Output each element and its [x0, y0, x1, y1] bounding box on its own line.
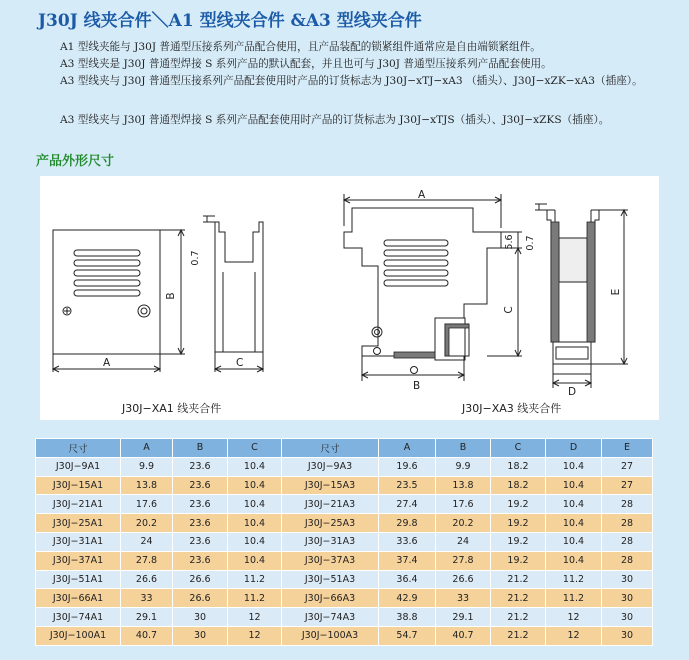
table-row: [36, 589, 653, 608]
table-cell: 33: [436, 589, 491, 608]
table-cell: J30J−66A3: [282, 589, 379, 608]
table-cell: J30J−21A1: [36, 495, 121, 514]
table-cell: 10.4: [546, 532, 602, 551]
a1-dim-a: A: [103, 357, 111, 369]
a3-dim-d: D: [568, 386, 577, 398]
table-cell: 19.2: [491, 551, 546, 570]
table-cell: 20.2: [121, 514, 173, 533]
table-row: [36, 532, 653, 551]
table-cell: J30J−37A1: [36, 551, 121, 570]
a1-front-body: [53, 230, 160, 354]
table-cell: J30J−9A3: [282, 457, 379, 476]
table-cell: 9.9: [436, 457, 491, 476]
table-cell: 30: [173, 626, 228, 645]
table-cell: 10.4: [546, 551, 602, 570]
page-title: J30J 线夹合件＼A1 型线夹合件 &A3 型线夹合件: [38, 11, 422, 31]
table-cell: 13.8: [121, 476, 173, 495]
table-cell: J30J−15A3: [282, 476, 379, 495]
table-cell: 27: [602, 476, 653, 495]
table-cell: 10.4: [228, 514, 282, 533]
table-cell: 27: [602, 457, 653, 476]
table-cell: J30J−25A3: [282, 514, 379, 533]
table-cell: 27.4: [379, 495, 436, 514]
table-cell: 26.6: [436, 570, 491, 589]
table-cell: J30J−21A3: [282, 495, 379, 514]
table-row: [36, 457, 653, 476]
table-cell: 27.8: [121, 551, 173, 570]
table-row: [36, 608, 653, 627]
table-cell: 38.8: [379, 608, 436, 627]
table-cell: 37.4: [379, 551, 436, 570]
table-cell: J30J−31A1: [36, 532, 121, 551]
table-cell: J30J−9A1: [36, 457, 121, 476]
table-cell: 21.2: [491, 589, 546, 608]
table-cell: J30J−25A1: [36, 514, 121, 533]
header-a3-a: A: [379, 439, 436, 458]
a3-dim-b: B: [413, 380, 421, 392]
table-cell: J30J−74A1: [36, 608, 121, 627]
dimension-drawing: [40, 176, 659, 420]
header-a3-d: D: [546, 439, 602, 458]
table-cell: 30: [173, 608, 228, 627]
paragraph-a3-intro: A3 型线夹是 J30J 普通型焊接 S 系列产品的默认配套，并且也可与 J30J 普通型压接系列产品配套使用。: [60, 58, 552, 70]
table-cell: 11.2: [546, 570, 602, 589]
table-cell: 40.7: [121, 626, 173, 645]
a1-dim-c: C: [236, 357, 244, 369]
table-cell: J30J−66A1: [36, 589, 121, 608]
table-cell: 29.8: [379, 514, 436, 533]
a3-dim-07: 0.7: [525, 235, 536, 251]
table-cell: 10.4: [546, 476, 602, 495]
header-a1-c: C: [228, 439, 282, 458]
table-cell: 30: [602, 570, 653, 589]
table-cell: 9.9: [121, 457, 173, 476]
table-cell: 28: [602, 495, 653, 514]
table-cell: 20.2: [436, 514, 491, 533]
table-cell: 33: [121, 589, 173, 608]
table-cell: 23.6: [173, 532, 228, 551]
table-row: [36, 476, 653, 495]
table-cell: J30J−51A1: [36, 570, 121, 589]
table-cell: 19.2: [491, 532, 546, 551]
a1-dim-07: 0.7: [190, 250, 201, 266]
table-cell: 10.4: [228, 457, 282, 476]
table-cell: 40.7: [436, 626, 491, 645]
table-row: [36, 626, 653, 645]
table-cell: 30: [602, 589, 653, 608]
a3-side-wall-right: [587, 222, 595, 342]
table-cell: 23.6: [173, 514, 228, 533]
table-cell: 54.7: [379, 626, 436, 645]
table-cell: 17.6: [121, 495, 173, 514]
header-size-a3: 尺寸: [282, 439, 379, 458]
table-cell: 13.8: [436, 476, 491, 495]
table-cell: 17.6: [436, 495, 491, 514]
table-cell: 10.4: [546, 514, 602, 533]
table-cell: 28: [602, 514, 653, 533]
table-cell: 23.6: [173, 495, 228, 514]
table-cell: 10.4: [228, 551, 282, 570]
table-cell: 21.2: [491, 608, 546, 627]
table-cell: 11.2: [228, 589, 282, 608]
header-a3-c: C: [491, 439, 546, 458]
table-cell: 36.4: [379, 570, 436, 589]
a3-dim-56: 5.6: [504, 234, 515, 250]
drawing-svg: [40, 176, 659, 420]
table-cell: 24: [121, 532, 173, 551]
table-cell: J30J−100A3: [282, 626, 379, 645]
table-cell: 27.8: [436, 551, 491, 570]
table-cell: 12: [228, 626, 282, 645]
table-cell: 10.4: [546, 495, 602, 514]
table-cell: 21.2: [491, 626, 546, 645]
section-title: 产品外形尺寸: [36, 154, 115, 169]
table-cell: 28: [602, 551, 653, 570]
table-cell: 26.6: [173, 570, 228, 589]
table-cell: J30J−51A3: [282, 570, 379, 589]
table-cell: 11.2: [228, 570, 282, 589]
table-row: [36, 495, 653, 514]
a3-dim-a: A: [418, 189, 426, 201]
table-cell: J30J−100A1: [36, 626, 121, 645]
table-cell: 23.6: [173, 457, 228, 476]
table-cell: 21.2: [491, 570, 546, 589]
table-cell: 19.2: [491, 514, 546, 533]
dimension-table: [35, 438, 653, 646]
table-cell: 23.6: [173, 551, 228, 570]
table-row: [36, 570, 653, 589]
a3-dim-c: C: [503, 306, 515, 314]
table-cell: 18.2: [491, 457, 546, 476]
header-a1-a: A: [121, 439, 173, 458]
table-cell: 30: [602, 626, 653, 645]
table-cell: 29.1: [121, 608, 173, 627]
header-a1-b: B: [173, 439, 228, 458]
table-cell: 23.5: [379, 476, 436, 495]
table-cell: 12: [546, 608, 602, 627]
table-cell: 11.2: [546, 589, 602, 608]
header-a3-b: B: [436, 439, 491, 458]
table-row: [36, 551, 653, 570]
table-cell: 24: [436, 532, 491, 551]
table-cell: 23.6: [173, 476, 228, 495]
table-cell: 12: [228, 608, 282, 627]
table-header-row: [36, 439, 653, 458]
table-cell: J30J−31A3: [282, 532, 379, 551]
table-cell: 26.6: [121, 570, 173, 589]
table-cell: 18.2: [491, 476, 546, 495]
table-cell: 12: [546, 626, 602, 645]
table-cell: 10.4: [228, 532, 282, 551]
table-cell: 10.4: [228, 495, 282, 514]
table-cell: 26.6: [173, 589, 228, 608]
paragraph-a1: A1 型线夹能与 J30J 普通型压接系列产品配合使用，且产品装配的锁紧组件通常应是自由端锁紧组件。: [60, 41, 541, 53]
table-cell: 19.6: [379, 457, 436, 476]
table-cell: 30: [602, 608, 653, 627]
paragraph-a3-solder: A3 型线夹与 J30J 普通型焊接 S 系列产品配套使用时产品的订货标志为 J30J−xTJS（插头）、J30J−xZKS（插座）。: [60, 114, 610, 126]
table-body: [36, 457, 653, 645]
table-cell: J30J−74A3: [282, 608, 379, 627]
caption-a3: J30J−XA3 线夹合件: [462, 402, 562, 415]
header-a3-e: E: [602, 439, 653, 458]
table-cell: 19.2: [491, 495, 546, 514]
paragraph-a3-crimp: A3 型线夹与 J30J 普通型压接系列产品配套使用时产品的订货标志为 J30J−xTJ−xA3 （插头）、J30J−xZK−xA3（插座）。: [60, 75, 643, 87]
table-cell: J30J−15A1: [36, 476, 121, 495]
table-cell: 10.4: [228, 476, 282, 495]
a1-dim-b: B: [165, 292, 177, 300]
table-row: [36, 514, 653, 533]
table-cell: 42.9: [379, 589, 436, 608]
table-cell: 29.1: [436, 608, 491, 627]
a3-dim-e: E: [610, 288, 622, 296]
a3-side-wall-left: [551, 222, 559, 342]
caption-a1: J30J−XA1 线夹合件: [122, 402, 222, 415]
table-cell: 33.6: [379, 532, 436, 551]
table-cell: 10.4: [546, 457, 602, 476]
table-cell: J30J−37A3: [282, 551, 379, 570]
table-cell: 28: [602, 532, 653, 551]
header-size-a1: 尺寸: [36, 439, 121, 458]
a3-front-body: [344, 208, 501, 356]
